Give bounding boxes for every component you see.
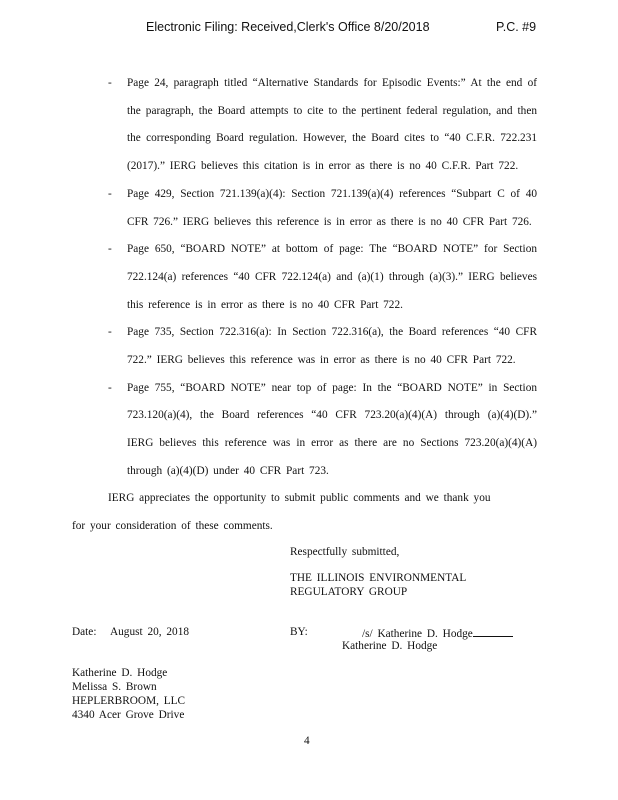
list-item	[0, 70, 618, 181]
list-item	[0, 319, 618, 374]
signature-line	[362, 626, 513, 640]
bullet-marker: -	[108, 326, 112, 339]
date-value: August 20, 2018	[110, 626, 190, 638]
bullet-marker: -	[108, 187, 112, 200]
bullet-text: Page 429, Section 721.139(a)(4): Section 721.139(a)(4) references “Subpart C of 40 CFR 726.” IERG believes this reference is in error as there is no 40 CFR Part 726.	[127, 187, 537, 228]
closing-text: IERG appreciates the opportunity to submit public comments and we thank you for your consideration of these comments.	[72, 492, 491, 532]
list-item	[0, 236, 618, 319]
page-number: 4	[304, 735, 310, 747]
list-item	[0, 181, 618, 236]
bullet-text: Page 24, paragraph titled “Alternative Standards for Episodic Events:” At the end of the paragraph, the Board attempts to cite to the pertinent federal regulation, and then the corresponding Board regulation. However, the Board cites to “40 C.F.R. 722.231 (2017).” IERG believes this citation is in error as there is no 40 C.F.R. Part 722.	[127, 77, 537, 173]
contact-line: Katherine D. Hodge	[72, 667, 168, 679]
contact-line: HEPLERBROOM, LLC	[72, 695, 186, 707]
bullet-text: Page 650, “BOARD NOTE” at bottom of page: The “BOARD NOTE” for Section 722.124(a) references “40 CFR 722.124(a) and (a)(1) through (a)(3).” IERG believes this reference is in error as there is no 40 CFR Part 722.	[127, 243, 537, 311]
list-item	[0, 375, 618, 486]
bullet-text: Page 755, “BOARD NOTE” near top of page: In the “BOARD NOTE” in Section 723.120(a)(4), the Board references “40 CFR 723.20(a)(4)(A) through (a)(4)(D).” IERG believes this reference was in error as there are no Sections 723.20(a)(4)(A) through (a)(4)(D) under 40 CFR Part 723.	[127, 381, 537, 477]
filing-header	[0, 20, 618, 38]
date-label: Date:	[72, 626, 97, 638]
contact-line: 4340 Acer Grove Drive	[72, 709, 185, 721]
bullet-list	[0, 70, 618, 486]
respectfully-submitted: Respectfully submitted,	[290, 546, 400, 558]
closing-paragraph	[72, 484, 502, 540]
contact-line: Melissa S. Brown	[72, 681, 157, 693]
organization-name	[290, 571, 466, 599]
org-line-1: THE ILLINOIS ENVIRONMENTAL	[290, 572, 467, 584]
by-label: BY:	[290, 626, 308, 638]
org-line-2: REGULATORY GROUP	[290, 586, 408, 598]
signature-underline	[473, 626, 513, 637]
bullet-marker: -	[108, 77, 112, 89]
contact-block	[72, 666, 185, 722]
bullet-text: Page 735, Section 722.316(a): In Section 722.316(a), the Board references “40 CFR 722.” IERG believes this reference was in error as there is no 40 CFR Part 722.	[127, 326, 537, 367]
filing-stamp: Electronic Filing: Received,Clerk's Office 8/20/2018	[146, 20, 430, 34]
printed-name: Katherine D. Hodge	[342, 640, 438, 652]
bullet-marker: -	[108, 243, 112, 256]
bullet-marker: -	[108, 381, 112, 394]
pc-number: P.C. #9	[496, 20, 537, 34]
signature-text: /s/ Katherine D. Hodge	[362, 628, 473, 640]
